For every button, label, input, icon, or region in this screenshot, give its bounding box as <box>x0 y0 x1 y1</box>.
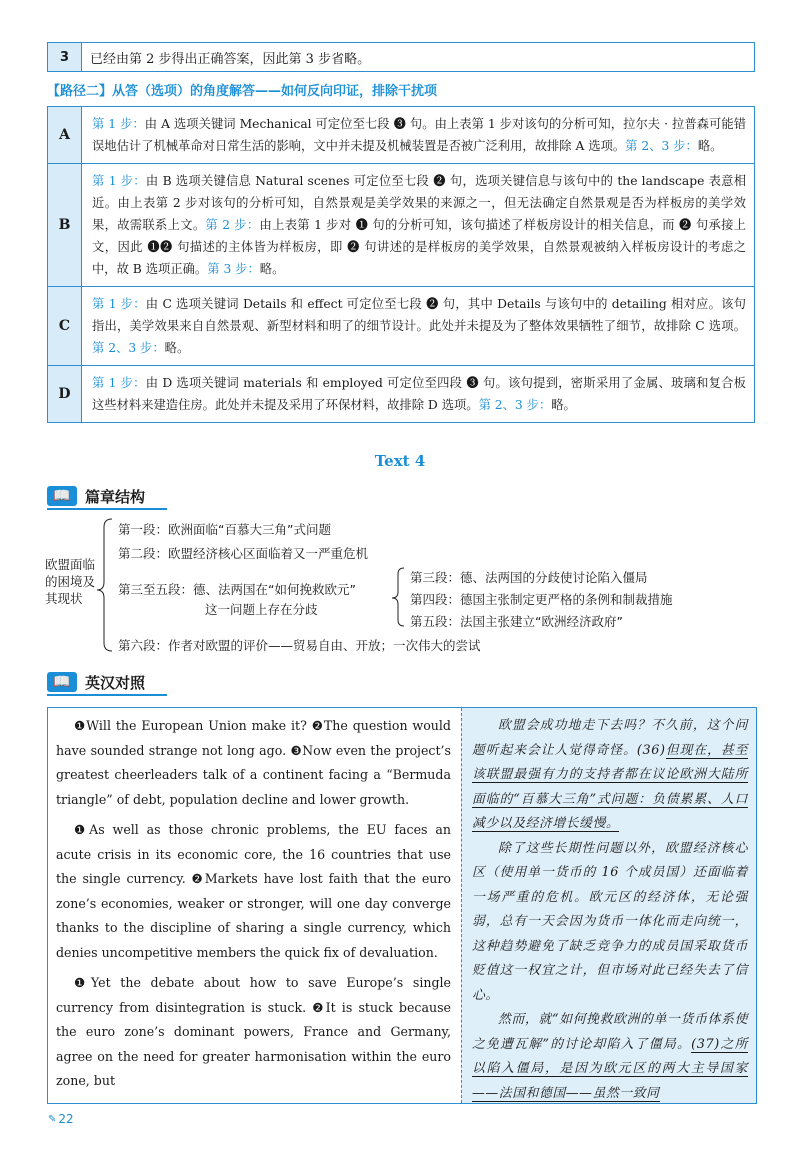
en-paragraph-1: ❶Will the European Union make it? ❷The question would have sounded strange not long ago. ❸Now even the project’s greatest cheerleaders talk of a continent facing a “Bermuda triangle” of debt, population decline and lower growth. <box>56 718 451 807</box>
para6-node: 第六段：作者对欧盟的评价——贸易自由、开放；一次伟大的尝试 <box>118 638 481 653</box>
step-label: 第 2、3 步： <box>92 341 165 355</box>
para4-node: 第四段：德国主张制定更严格的条例和制裁措施 <box>410 592 673 607</box>
cn-paragraph-2: 除了这些长期性问题以外，欧盟经济核心区（使用单一货币的 16 个成员国）还面临着一场严重的危机。欧元区的经济体，无论强弱，总有一天会因为货币一体化而走向统一，这种趋势避免了缺乏竞争力的成员国采取货币贬值这一权宜之计，但市场对此已经失去了信心。 <box>472 840 748 1003</box>
page-footer <box>48 1112 74 1126</box>
cn-underlined-text: 但现在，甚至该联盟最强有力的支持者都在议论欧洲大陆所面临的“百慕大三角”式问题：负债累累、人口减少以及经济增长缓慢。 <box>472 742 748 831</box>
structure-title: 篇章结构 <box>85 487 146 506</box>
explanation-text: 略。 <box>164 341 190 355</box>
route-two-heading: 【路径二】从答（选项）的角度解答——如何反向印证，排除干扰项 <box>47 84 438 99</box>
step-label: 第 1 步： <box>92 297 146 311</box>
cn-underlined-text: (37)之所以陷入僵局，是因为欧元区的两大主导国家——法国和德国——虽然一致同 <box>472 1036 748 1101</box>
para3-node: 第三段：德、法两国的分歧使讨论陷入僵局 <box>410 570 648 585</box>
bilingual-title: 英汉对照 <box>85 673 146 692</box>
book-icon: 📖 <box>47 486 77 506</box>
step3-number: 3 <box>48 43 82 71</box>
sub-brace <box>392 568 404 626</box>
explanation-text: 略。 <box>697 139 723 153</box>
explanation-text: 略。 <box>551 398 576 412</box>
bilingual-box <box>47 707 757 1104</box>
explanation-text: 由 C 选项关键词 Details 和 effect 可定位至七段 ❷ 句，其中 Details 与该句中的 detailing 相对应。该句指出，美学效果来自自然景观、新型材料和明了的细节设计。此处并未提及为了整体效果牺牲了细节，故排除 C 选项。 <box>92 297 746 333</box>
explanation-text: 略。 <box>259 262 285 276</box>
pen-icon: ✎ <box>48 1113 57 1125</box>
step-label: 第 1 步： <box>92 117 145 131</box>
para5-node: 第五段：法国主张建立“欧洲经济政府” <box>410 614 623 629</box>
option-label: D <box>48 366 82 422</box>
en-paragraph-2: ❶As well as those chronic problems, the EU faces an acute crisis in its economic core, the 16 countries that use the single currency. ❷Markets have lost faith that the euro zone’s economies, weaker or stronger, will one day converge thanks to the discipline of sharing a single currency, which denies uncompetitive members the quick fix of devaluation. <box>56 822 451 960</box>
cn-text: 欧盟会成功地走下去吗？不久前，这个问题听起来会让人觉得奇怪。(36) <box>472 718 748 758</box>
step-label: 第 2、3 步： <box>625 139 698 153</box>
explanation-text: 由上表第 1 步对 ❶ 句的分析可知，该句描述了样板房设计的相关信息，而 ❷ 句承接上文，因此 ❶❷ 句描述的主体皆为样板房，即 ❷ 句讲述的是样板房的美学效果，自然景观被纳入样板房设计的考虑之中，故 B 选项正确。 <box>92 218 746 276</box>
page-number: 22 <box>58 1112 74 1126</box>
cn-paragraph-3 <box>472 1008 748 1106</box>
para3to5-node-cont: 这一问题上存在分歧 <box>205 602 318 617</box>
explanation-text: 由 B 选项关键信息 Natural scenes 可定位至七段 ❷ 句，选项关键信息与该句中的 the landscape 表意相近。由上表第 2 步对该句的分析可知，自然景观是美学效果的来源之一，但无法确定自然景观是否为样板房的美学效果，故需联系上文。 <box>92 174 746 232</box>
step-label: 第 2、3 步： <box>478 398 552 412</box>
step-label: 第 1 步： <box>92 174 146 188</box>
english-column <box>48 708 461 1103</box>
step-label: 第 3 步： <box>207 262 260 276</box>
structure-root: 欧盟面临的困境及其现状 <box>45 557 96 606</box>
cn-paragraph-1 <box>472 714 748 837</box>
explanation-text: 由 A 选项关键词 Mechanical 可定位至七段 ❸ 句。由上表第 1 步对该句的分析可知，拉尔夫 · 拉普森可能错误地估计了机械革命对日常生活的影响，文中并未提及机械装置是否被广泛利用，故排除 A 选项。 <box>92 117 746 153</box>
para2-node: 第二段：欧盟经济核心区面临着又一严重危机 <box>118 546 369 561</box>
explanation-text: 由 D 选项关键词 materials 和 employed 可定位至四段 ❸ 句。该句提到，密斯采用了金属、玻璃和复合板这些材料来建造住房。此处并未提及采用了环保材料，故排除 D 选项。 <box>92 376 746 412</box>
bilingual-heading <box>47 671 145 693</box>
option-label: A <box>48 107 82 163</box>
cn-text: 然而，就“如何挽救欧洲的单一货币体系使之免遭瓦解”的讨论却陷入了僵局。 <box>472 1012 748 1052</box>
step-label: 第 2 步： <box>205 218 260 232</box>
chinese-column <box>461 708 756 1103</box>
step-label: 第 1 步： <box>92 376 146 390</box>
para3to5-node: 第三至五段：德、法两国在“如何挽救欧元” <box>118 582 356 597</box>
book-icon: 📖 <box>47 672 77 692</box>
step3-text: 已经由第 2 步得出正确答案，因此第 3 步省略。 <box>90 51 371 67</box>
text4-title: Text 4 <box>374 452 426 470</box>
option-label: B <box>48 164 82 286</box>
en-paragraph-3: ❶Yet the debate about how to save Europe’s single currency from disintegration is stuck. ❷It is stuck because the euro zone’s dominant powers, France and Germany, agree on the need for greater harmonisation within the euro zone, but <box>56 975 451 1088</box>
para1-node: 第一段：欧洲面临“百慕大三角”式问题 <box>118 522 331 537</box>
heading-rule <box>47 694 167 696</box>
option-label: C <box>48 287 82 365</box>
main-brace <box>97 519 112 651</box>
